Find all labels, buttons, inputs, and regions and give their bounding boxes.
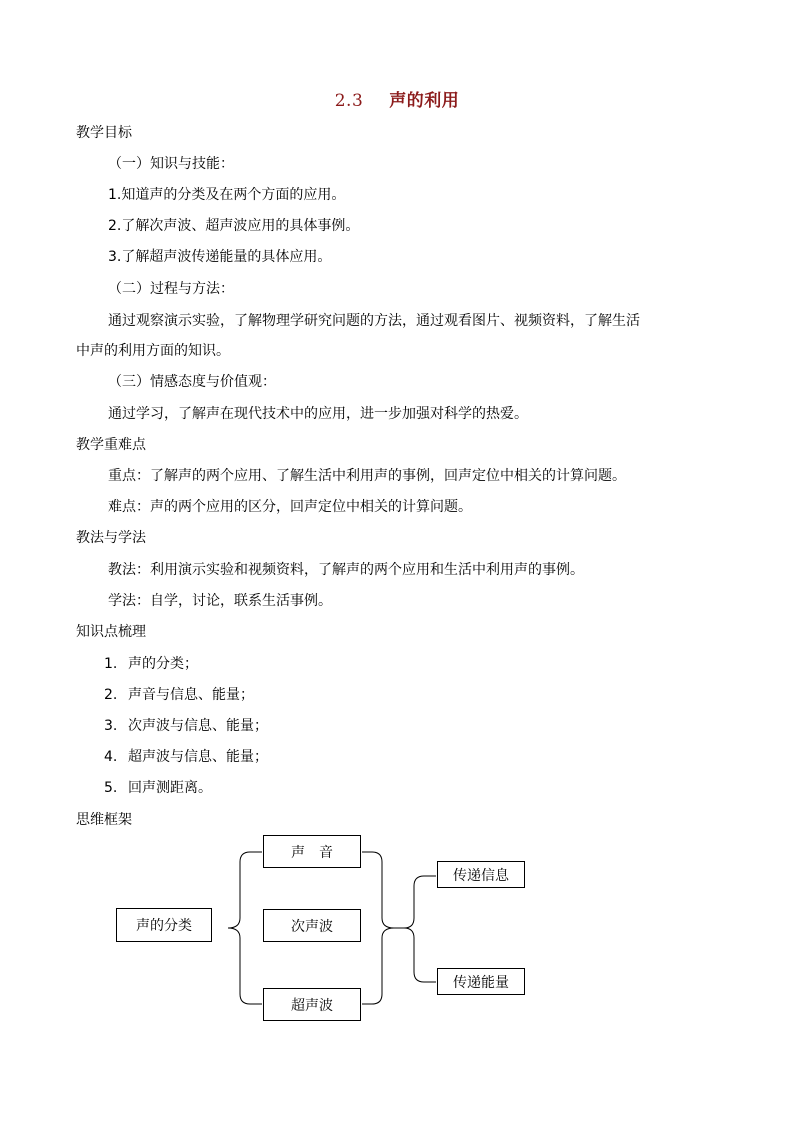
difficulty-hard: 难点：声的两个应用的区分，回声定位中相关的计算问题。	[108, 499, 472, 515]
mid-box-infrasound: 次声波	[263, 909, 361, 942]
goals-section-2-text-2: 中声的利用方面的知识。	[76, 343, 230, 359]
goals-item-3: 3.了解超声波传递能量的具体应用。	[108, 249, 332, 265]
difficulty-key: 重点：了解声的两个应用、了解生活中利用声的事例，回声定位中相关的计算问题。	[108, 468, 626, 484]
outcome-brace	[404, 876, 436, 982]
knowledge-heading: 知识点梳理	[76, 624, 146, 640]
difficulty-heading: 教学重难点	[76, 437, 146, 453]
goals-section-3-text: 通过学习，了解声在现代技术中的应用，进一步加强对科学的热爱。	[108, 406, 528, 422]
mid-box-ultrasound: 超声波	[263, 988, 361, 1021]
outcome-box-information: 传递信息	[437, 861, 525, 888]
root-box: 声的分类	[116, 908, 212, 942]
list-item: 4. 超声波与信息、能量；	[104, 749, 268, 765]
methods-heading: 教法与学法	[76, 530, 146, 546]
list-item: 3. 次声波与信息、能量；	[104, 718, 268, 734]
goals-heading: 教学目标	[76, 125, 132, 141]
list-item: 2. 声音与信息、能量；	[104, 687, 254, 703]
left-brace	[228, 852, 262, 1004]
goals-section-2-text-1: 通过观察演示实验，了解物理学研究问题的方法，通过观看图片、视频资料，了解生活	[108, 313, 640, 329]
list-item: 1. 声的分类；	[104, 656, 198, 672]
goals-item-1: 1.知道声的分类及在两个方面的应用。	[108, 187, 346, 203]
goals-section-1: （一）知识与技能：	[108, 156, 234, 172]
framework-heading: 思维框架	[76, 812, 132, 828]
methods-learn: 学法：自学，讨论，联系生活事例。	[108, 593, 332, 609]
methods-teach: 教法：利用演示实验和视频资料，了解声的两个应用和生活中利用声的事例。	[108, 562, 584, 578]
middle-right-brace	[362, 852, 394, 1004]
list-item: 5. 回声测距离。	[104, 780, 212, 796]
goals-item-2: 2.了解次声波、超声波应用的具体事例。	[108, 218, 360, 234]
title-text: 声的利用	[389, 91, 460, 111]
mid-box-sound: 声 音	[263, 835, 361, 868]
goals-section-2: （二）过程与方法：	[108, 281, 234, 297]
title-number: 2.3	[334, 91, 364, 111]
outcome-box-energy: 传递能量	[437, 968, 525, 995]
goals-section-3: （三）情感态度与价值观：	[108, 374, 276, 390]
